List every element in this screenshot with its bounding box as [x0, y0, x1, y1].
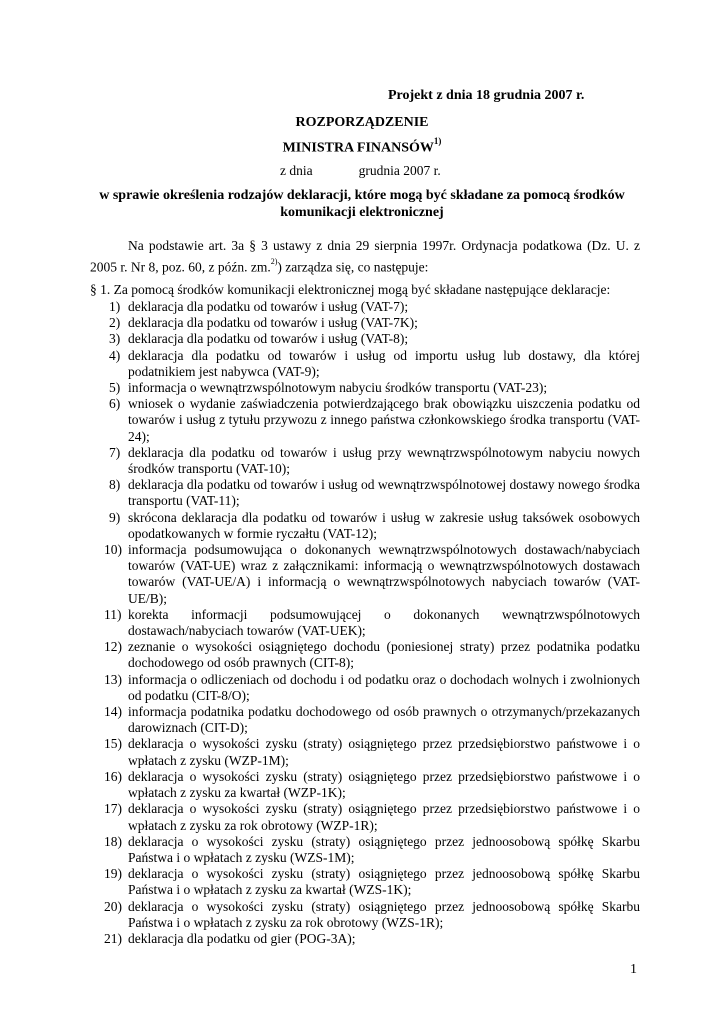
list-item-text: skrócona deklaracja dla podatku od towarów i usług w zakresie usług taksówek osobowych opodatkowanych w formie ryczałtu (VAT-12);: [128, 509, 640, 541]
list-item-text: deklaracja dla podatku od towarów i usług od importu usług lub dostawy, dla której podatnikiem jest nabywca (VAT-9);: [128, 347, 640, 379]
intro-text-end: ) zarządza się, co następuje:: [277, 259, 429, 274]
list-item-number: 6): [109, 396, 121, 412]
intro-footnote-marker: 2): [270, 256, 278, 266]
list-item-number: 9): [109, 509, 121, 525]
list-item-number: 4): [109, 347, 121, 363]
ministry-name: MINISTRA FINANSÓW: [282, 140, 434, 156]
list-item: [90, 736, 640, 768]
list-item-text: deklaracja o wysokości zysku (straty) osiągniętego przez przedsiębiorstwo państwowe i o wpłatach z zysku za kwartał (WZP-1K);: [128, 768, 640, 801]
list-item: [90, 510, 640, 542]
list-item: [90, 639, 640, 671]
list-item-text: informacja o wewnątrzwspólnotowym nabyciu środków transportu (VAT-23);: [128, 380, 548, 396]
list-item: [90, 348, 640, 380]
list-item-number: 7): [109, 444, 121, 460]
list-item-text: korekta informacji podsumowującej o dokonanych wewnątrzwspólnotowych dostawach/nabyciach towarów (VAT-UEK);: [128, 606, 640, 639]
list-item-text: deklaracja o wysokości zysku (straty) osiągniętego przez przedsiębiorstwo państwowe i o wpłatach z zysku za rok obrotowy (WZP-1R);: [128, 801, 640, 833]
list-item-text: informacja podsumowująca o dokonanych wewnątrzwspólnotowych dostawach/nabyciach towarów (VAT-UE) wraz z załącznikami: informacją o wewnątrzwspólnotowych dostawach towarów (VAT-UE/A) i informacją o wewnątrzwspólnotowych nabyciach towarów (VAT-UE/B);: [128, 542, 640, 606]
list-item: [90, 299, 640, 315]
list-item-text: wniosek o wydanie zaświadczenia potwierdzającego brak obowiązku uiszczenia podatku od towarów i usług z tytułu przywozu z innego państwa członkowskiego środka transportu (VAT-24);: [128, 396, 640, 444]
list-item-text: deklaracja o wysokości zysku (straty) osiągniętego przez jednoosobową spółkę Skarbu Państwa i o wpłatach z zysku za rok obrotowy (WZS-1R);: [128, 898, 640, 930]
list-item-number: 14): [104, 704, 122, 720]
list-item-number: 20): [104, 898, 122, 914]
page-number: 1: [630, 962, 637, 977]
list-item: [90, 542, 640, 607]
list-item-text: deklaracja o wysokości zysku (straty) osiągniętego przez przedsiębiorstwo państwowe i o wpłatach z zysku (WZP-1M);: [128, 736, 640, 768]
list-item: [90, 899, 640, 931]
list-item-number: 13): [104, 671, 122, 687]
list-item: [90, 931, 640, 947]
list-item-text: deklaracja dla podatku od towarów i usług (VAT-8);: [128, 331, 409, 347]
list-item-number: 1): [109, 299, 121, 314]
list-item-number: 2): [109, 315, 121, 331]
list-item: [90, 445, 640, 477]
list-item: [90, 315, 640, 331]
list-item-text: zeznanie o wysokości osiągniętego dochodu (poniesionej straty) przez podatnika podatku dochodowego od osób prawnych (CIT-8);: [128, 639, 640, 671]
list-item-number: 19): [104, 866, 122, 882]
regulation-subject: w sprawie określenia rodzajów deklaracji, które mogą być składane za pomocą środków komunikacji elektronicznej: [99, 188, 625, 220]
project-date-line: Projekt z dnia 18 grudnia 2007 r.: [388, 88, 585, 103]
list-item-number: 10): [104, 542, 122, 558]
list-item-number: 17): [104, 801, 122, 817]
date-suffix: grudnia 2007 r.: [358, 163, 441, 178]
intro-text: Na podstawie art. 3a § 3 ustawy z dnia 29 sierpnia 1997r. Ordynacja podatkowa (Dz. U. z 2005 r. Nr 8, poz. 60, z późn. zm.: [90, 238, 640, 274]
list-item-text: deklaracja dla podatku od towarów i usług (VAT-7);: [128, 299, 409, 314]
legal-basis-paragraph: [90, 237, 640, 276]
list-item: [90, 380, 640, 396]
list-item-text: deklaracja dla podatku od gier (POG-3A);: [128, 930, 356, 946]
list-item: [90, 331, 640, 347]
list-item-number: 16): [104, 768, 122, 784]
list-item: [90, 396, 640, 445]
list-item-number: 5): [109, 380, 121, 396]
list-item-text: deklaracja o wysokości zysku (straty) osiągniętego przez jednoosobową spółkę Skarbu Państwa i o wpłatach z zysku za kwartał (WZS-1K);: [128, 866, 640, 898]
list-item-text: informacja o odliczeniach od dochodu i od podatku oraz o dochodach wolnych i zwolnionych od podatku (CIT-8/O);: [128, 671, 640, 703]
list-item-number: 21): [104, 930, 122, 946]
list-item-number: 12): [104, 639, 122, 655]
list-item-text: deklaracja dla podatku od towarów i usług przy wewnątrzwspólnotowym nabyciu nowych środków transportu (VAT-10);: [128, 444, 640, 477]
ministry-footnote-marker: 1): [433, 136, 442, 146]
list-item: [90, 672, 640, 704]
list-item-number: 18): [104, 833, 122, 849]
list-item: [90, 866, 640, 898]
list-item-text: deklaracja o wysokości zysku (straty) osiągniętego przez jednoosobową spółkę Skarbu Państwa i o wpłatach z zysku (WZS-1M);: [128, 833, 640, 865]
list-item-number: 3): [109, 331, 121, 347]
list-item: [90, 477, 640, 509]
list-item: [90, 769, 640, 801]
list-item-number: 8): [109, 477, 121, 493]
list-item-text: deklaracja dla podatku od towarów i usług (VAT-7K);: [128, 315, 418, 331]
list-item-text: informacja podatnika podatku dochodowego od osób prawnych o otrzymanych/przekazanych darowiznach (CIT-D);: [128, 704, 640, 736]
ministry-heading: [0, 138, 724, 157]
list-item-text: deklaracja dla podatku od towarów i usług od wewnątrzwspólnotowej dostawy nowego środka transportu (VAT-11);: [128, 477, 640, 509]
list-item-number: 15): [104, 736, 122, 752]
regulation-date: [280, 163, 441, 179]
list-item: [90, 704, 640, 736]
list-item-number: 11): [104, 606, 122, 622]
list-item: [90, 834, 640, 866]
declarations-list: [90, 299, 640, 947]
list-item: [90, 801, 640, 833]
list-item: [90, 607, 640, 639]
document-title: ROZPORZĄDZENIE: [295, 115, 429, 130]
date-prefix: z dnia: [280, 163, 313, 178]
paragraph-1-heading: § 1. Za pomocą środków komunikacji elektronicznej mogą być składane następujące deklaracje:: [90, 282, 611, 297]
